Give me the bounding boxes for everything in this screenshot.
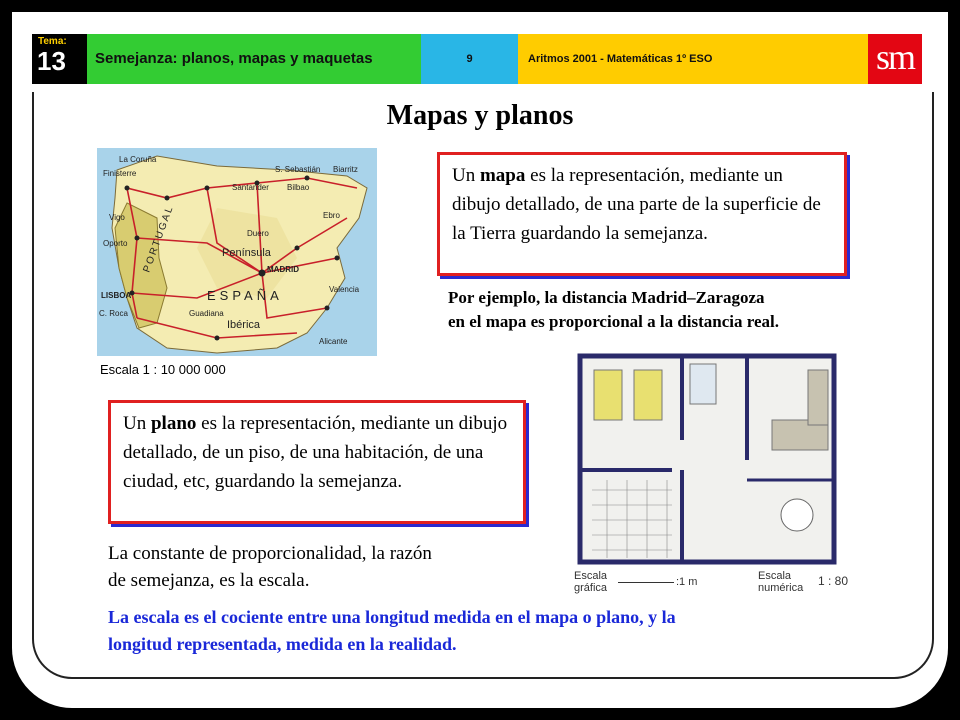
example-text	[448, 286, 779, 334]
map-label: Finisterre	[103, 169, 137, 178]
constante-line-2: de semejanza, es la escala.	[108, 570, 310, 591]
slide	[12, 12, 948, 708]
map-label: Duero	[247, 229, 269, 238]
header-bar	[32, 34, 922, 84]
numeric-scale-value: 1 : 80	[818, 574, 849, 588]
escala-line-2: longitud representada, medida en la realidad.	[108, 634, 457, 654]
example-line-1: Por ejemplo, la distancia Madrid–Zaragoza	[448, 288, 765, 307]
sm-logo: sm	[868, 34, 922, 84]
map-label: Península	[222, 247, 271, 259]
graphic-scale-label: Escala gráfica	[574, 570, 608, 594]
map-label: La Coruña	[119, 155, 157, 164]
chapter-title: Semejanza: planos, mapas y maquetas	[87, 34, 421, 84]
numeric-scale-label: Escala numérica	[758, 570, 804, 594]
example-line-2: en el mapa es proporcional a la distancia real.	[448, 312, 780, 331]
plano-term: plano	[150, 413, 197, 434]
iberia-map-image	[97, 148, 377, 356]
tema-label: Tema:	[38, 36, 67, 47]
constante-text	[108, 540, 432, 594]
map-label: S. Sebastián	[275, 165, 321, 174]
constante-line-1: La constante de proporcionalidad, la razón	[108, 543, 432, 564]
map-label: PORTUGAL	[141, 203, 177, 275]
mapa-post: es la representación, mediante un dibujo detallado, de una parte de la superficie de la Tierra guardando la semejanza.	[452, 165, 821, 244]
escala-definition	[108, 604, 676, 658]
graphic-scale-bar	[618, 582, 674, 583]
mapa-definition-box	[437, 152, 847, 276]
map-label: Guadiana	[189, 309, 224, 318]
mapa-pre: Un	[452, 165, 480, 186]
tema-badge	[32, 34, 87, 84]
map-label: Ebro	[323, 211, 340, 220]
book-title: Aritmos 2001 - Matemáticas 1º ESO	[518, 34, 868, 84]
plano-definition-box	[108, 400, 526, 524]
plano-post: es la representación, mediante un dibujo detallado, de un piso, de una habitación, de una ciudad, etc, guardando la semejanza.	[123, 413, 508, 492]
map-label: Oporto	[103, 239, 128, 248]
map-label: LISBOA	[101, 291, 132, 300]
map-label: C. Roca	[99, 309, 128, 318]
map-label: Santander	[232, 183, 269, 192]
map-label: Ibérica	[227, 319, 261, 331]
map-label: ESPAÑA	[207, 288, 283, 303]
graphic-scale-value: :1 m	[676, 576, 698, 588]
plano-pre: Un	[123, 413, 151, 434]
mapa-term: mapa	[479, 165, 526, 186]
map-scale: Escala 1 : 10 000 000	[100, 362, 226, 377]
map-label: MADRID	[267, 265, 299, 274]
page-number: 9	[421, 34, 518, 84]
page-title: Mapas y planos	[386, 100, 574, 131]
map-label: Valencia	[329, 285, 360, 294]
map-label: Vigo	[109, 213, 125, 222]
tema-number: 13	[37, 46, 66, 76]
map-label: Alicante	[319, 337, 348, 346]
map-label: Bilbao	[287, 183, 310, 192]
escala-line-1: La escala es el cociente entre una longitud medida en el mapa o plano, y la	[108, 607, 676, 627]
floor-plan-image	[572, 350, 842, 588]
map-label: Biarritz	[333, 165, 358, 174]
